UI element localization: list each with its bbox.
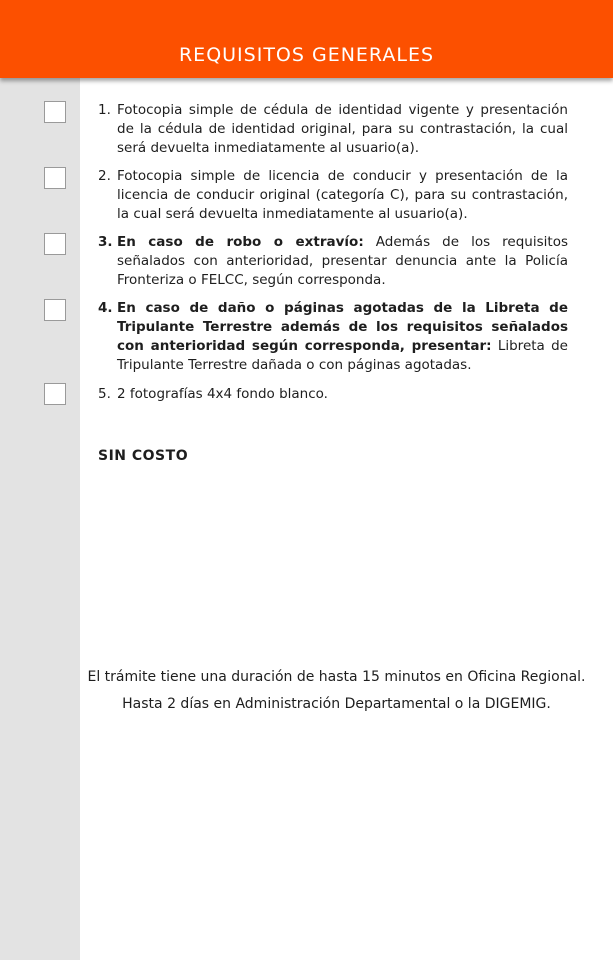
sidebar-strip bbox=[0, 0, 80, 960]
requirement-number: 5. bbox=[98, 386, 111, 402]
requirement-number: 3. bbox=[98, 234, 113, 250]
requirement-number: 2. bbox=[98, 168, 111, 184]
requirement-2-checkbox[interactable] bbox=[44, 167, 66, 189]
requirement-3 bbox=[98, 233, 568, 290]
cost-label: SIN COSTO bbox=[98, 448, 189, 464]
requirement-5-checkbox[interactable] bbox=[44, 383, 66, 405]
requirement-1 bbox=[98, 101, 568, 158]
header-bar bbox=[0, 0, 613, 78]
requirement-text-wrapper bbox=[117, 233, 568, 290]
duration-line-1: El trámite tiene una duración de hasta 15 minutos en Oficina Regional. bbox=[87, 669, 586, 685]
requirement-2 bbox=[98, 167, 568, 224]
requirement-number: 1. bbox=[98, 102, 111, 118]
requirement-1-checkbox[interactable] bbox=[44, 101, 66, 123]
requirement-3-checkbox[interactable] bbox=[44, 233, 66, 255]
requirement-text: Además de los requisitos señalados con anterioridad, presentar denuncia ante la Policía Fronteriza o FELCC, según corresponda. bbox=[117, 234, 568, 288]
requirement-text: Fotocopia simple de cédula de identidad vigente y presentación de la cédula de identidad original, para su contrastación, la cual será devuelta inmediatamente al usuario(a). bbox=[117, 102, 568, 156]
requirement-text: 2 fotografías 4x4 fondo blanco. bbox=[117, 386, 328, 402]
requirement-4-checkbox[interactable] bbox=[44, 299, 66, 321]
requirement-text: Libreta de Tripulante Terrestre dañada o con páginas agotadas. bbox=[117, 338, 568, 373]
requirement-bold-text: En caso de daño o páginas agotadas de la Libreta de Tripulante Terrestre además de los requisitos señalados con anterioridad según corresponda, presentar: bbox=[117, 300, 568, 354]
requirement-text-wrapper bbox=[117, 299, 568, 375]
requirement-text-wrapper bbox=[117, 167, 568, 224]
requirement-bold-text: En caso de robo o extravío: bbox=[117, 234, 364, 250]
requirement-text-wrapper bbox=[117, 101, 568, 158]
requirement-number: 4. bbox=[98, 300, 113, 316]
requirement-4 bbox=[98, 299, 568, 375]
requirement-text-wrapper bbox=[117, 385, 568, 404]
page-title: REQUISITOS GENERALES bbox=[178, 44, 435, 66]
duration-line-2: Hasta 2 días en Administración Departamental o la DIGEMIG. bbox=[122, 696, 551, 712]
requirement-text: Fotocopia simple de licencia de conducir y presentación de la licencia de conducir original (categoría C), para su contrastación, la cual será devuelta inmediatamente al usuario(a). bbox=[117, 168, 568, 222]
requirement-5 bbox=[98, 385, 568, 404]
